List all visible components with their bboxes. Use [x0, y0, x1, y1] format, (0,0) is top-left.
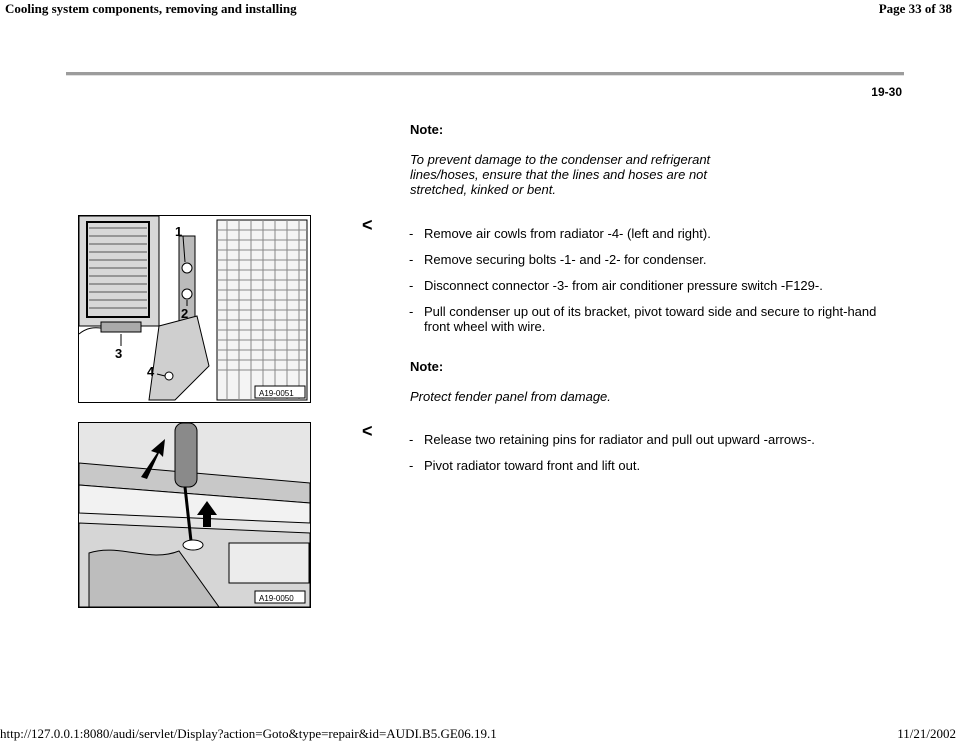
step-item: - Disconnect connector -3- from air conditioner pressure switch -F129-. — [406, 278, 896, 293]
figure-code: A19-0051 — [259, 389, 294, 398]
figure-pointer-icon-2: < — [362, 421, 373, 441]
callout-2: 2 — [181, 306, 189, 321]
step-item: - Release two retaining pins for radiator and pull out upward -arrows-. — [406, 432, 896, 447]
callout-3: 3 — [115, 346, 123, 361]
condenser-illustration — [79, 216, 310, 402]
radiator-illustration — [79, 423, 310, 607]
callout-4: 4 — [147, 364, 155, 379]
steps-block-2 — [406, 432, 896, 484]
figure-pointer-icon: < — [362, 215, 373, 235]
figure-code-2: A19-0050 — [259, 594, 294, 603]
callout-1: 1 — [175, 224, 183, 239]
step-item: - Pull condenser up out of its bracket, pivot toward side and secure to right-hand front wheel with wire. — [406, 304, 896, 334]
section-page-number: 19-30 — [871, 85, 902, 99]
print-date: 11/21/2002 — [897, 726, 956, 741]
header-rule — [66, 72, 904, 76]
document-title: Cooling system components, removing and installing — [5, 1, 297, 16]
steps-block-1 — [406, 226, 896, 345]
note-text: To prevent damage to the condenser and refrigerant lines/hoses, ensure that the lines and hoses are not stretched, kinked or bent. — [410, 152, 711, 197]
step-item: - Remove securing bolts -1- and -2- for condenser. — [406, 252, 896, 267]
step-item: - Remove air cowls from radiator -4- (left and right). — [406, 226, 896, 241]
note-label: Note: — [410, 122, 444, 137]
radiator-figure — [78, 422, 311, 608]
page-indicator: Page 33 of 38 — [878, 1, 952, 16]
note-text-2: Protect fender panel from damage. — [410, 389, 611, 404]
step-item: - Pivot radiator toward front and lift out. — [406, 458, 896, 473]
page-url-link[interactable]: http://127.0.0.1:8080/audi/servlet/Display?action=Goto&type=repair&id=AUDI.B5.GE06.19.1 — [0, 726, 497, 741]
note-label-2: Note: — [410, 359, 444, 374]
condenser-figure — [78, 215, 311, 403]
